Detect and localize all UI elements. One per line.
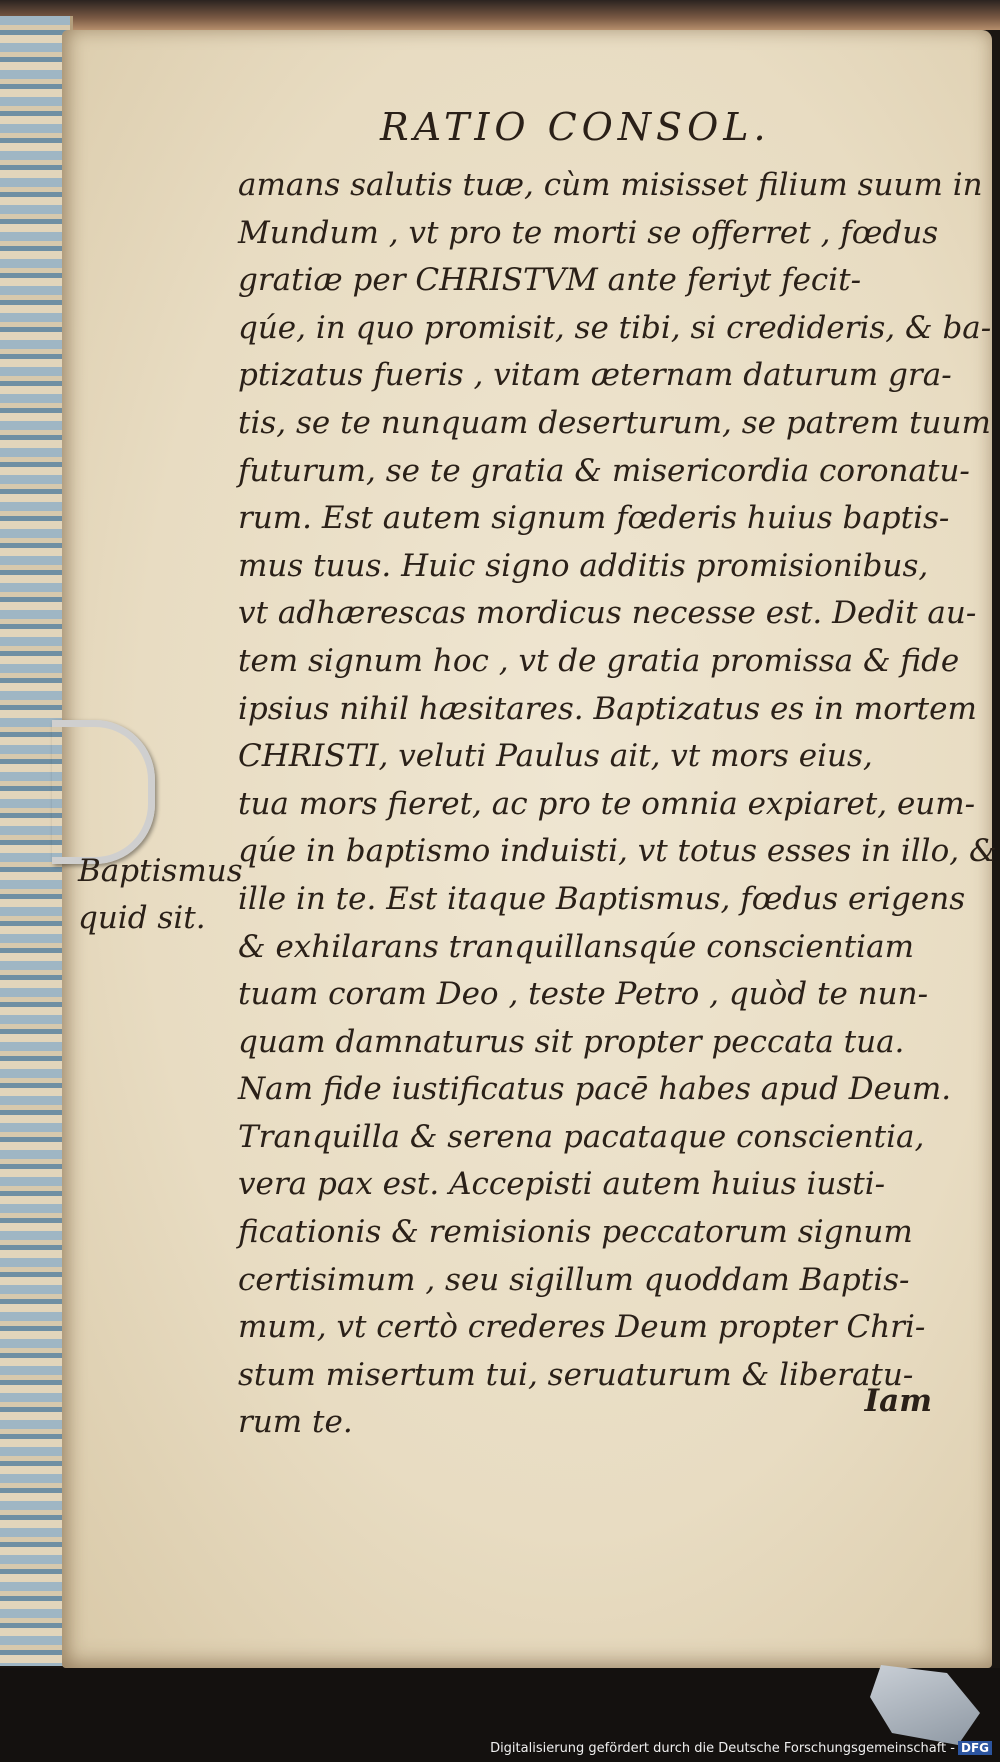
text-line: tem signum hoc , vt de gratia promissa & fide	[238, 642, 960, 679]
text-line: Nam fide iustificatus pacē habes apud Deum.	[238, 1071, 952, 1108]
digitization-footer	[0, 1741, 992, 1756]
text-line: ptizatus fueris , vitam æternam daturum gra-	[238, 357, 952, 394]
running-head: RATIO CONSOL.	[380, 105, 771, 149]
body-text	[238, 162, 997, 1447]
text-line: CHRISTI, veluti Paulus ait, vt mors eius,	[238, 738, 873, 775]
text-line: vera pax est. Accepisti autem huius iusti-	[238, 1166, 886, 1203]
text-line: tis, se te nunquam deserturum, se patrem tuum	[238, 404, 991, 441]
text-line: & exhilarans tranquillansqúe conscientiam	[238, 928, 914, 965]
text-line: vt adhærescas mordicus necesse est. Dedit au-	[238, 595, 977, 632]
margin-note-line: Baptismus	[78, 853, 243, 889]
margin-note-line: quid sit.	[78, 900, 206, 936]
footer-text: Digitalisierung gefördert durch die Deutsche Forschungsgemeinschaft -	[490, 1741, 955, 1756]
text-line: stum misertum tui, seruaturum & liberatu-	[238, 1356, 914, 1393]
text-line: Mundum , vt pro te morti se offerret , fœdus	[238, 214, 939, 251]
text-line: gratiæ per CHRISTVM ante feriyt fecit-	[238, 262, 862, 299]
text-line: quam damnaturus sit propter peccata tua.	[238, 1023, 905, 1060]
text-line: mum, vt certò crederes Deum propter Chri-	[238, 1309, 926, 1346]
text-line: ille in te. Est itaque Baptismus, fœdus erigens	[238, 880, 966, 917]
book-top-edge	[0, 0, 1000, 30]
page-clip	[52, 720, 155, 864]
text-line: mus tuus. Huic signo additis promisionibus,	[238, 547, 929, 584]
text-line: certisimum , seu sigillum quoddam Baptis-	[238, 1261, 910, 1298]
margin-note	[78, 848, 248, 942]
text-line: ficationis & remisionis peccatorum signum	[238, 1214, 913, 1251]
text-line: tuam coram Deo , teste Petro , quòd te nun-	[238, 976, 929, 1013]
catchword: Iam	[864, 1383, 932, 1419]
text-line: qúe, in quo promisit, se tibi, si credideris, & ba-	[238, 309, 992, 346]
dfg-logo: DFG	[958, 1741, 992, 1755]
text-line: rum. Est autem signum fœderis huius baptis-	[238, 500, 950, 537]
text-line: tua mors fieret, ac pro te omnia expiaret, eum-	[238, 785, 976, 822]
text-line: Tranquilla & serena pacataque conscientia,	[238, 1118, 925, 1155]
text-line: ipsius nihil hæsitares. Baptizatus es in mortem	[238, 690, 977, 727]
text-line: qúe in baptismo induisti, vt totus esses in illo, &	[238, 833, 997, 870]
text-line: futurum, se te gratia & misericordia coronatu-	[238, 452, 970, 489]
text-line: amans salutis tuæ, cùm misisset filium suum in	[238, 167, 983, 203]
text-line: rum te.	[238, 1404, 353, 1441]
